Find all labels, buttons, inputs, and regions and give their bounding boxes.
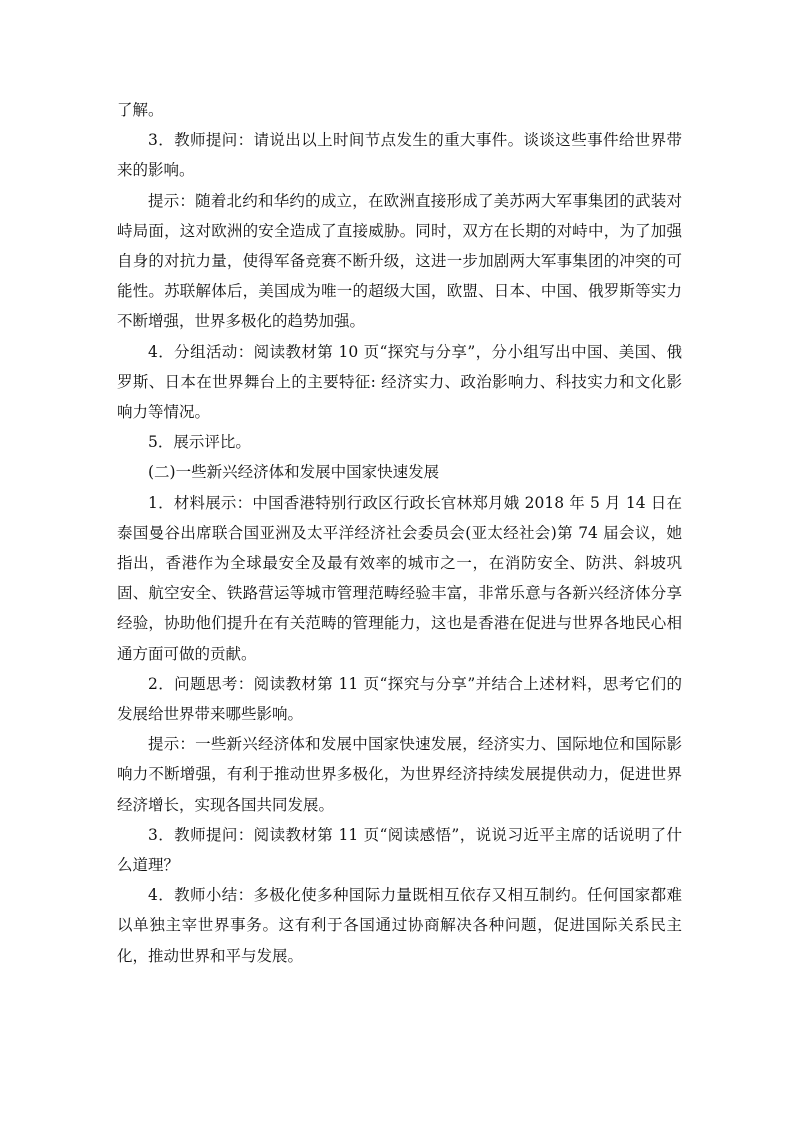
paragraph-question-2: 2．问题思考：阅读教材第 11 页“探究与分享”并结合上述材料，思考它们的发展给世界带来哪些影响。: [117, 674, 682, 724]
paragraph-display-5: 5．展示评比。: [148, 433, 251, 452]
document-page: [117, 95, 682, 971]
paragraph-group-activity-4: 4．分组活动：阅读教材第 10 页“探究与分享”，分小组写出中国、美国、俄罗斯、日本在世界舞台上的主要特征: 经济实力、政治影响力、科技实力和文化影响力等情况。: [117, 342, 682, 422]
paragraph-teacher-question-3: 3．教师提问：请说出以上时间节点发生的重大事件。谈谈这些事件给世界带来的影响。: [117, 131, 682, 180]
paragraph-hint-1: 提示：随着北约和华约的成立，在欧洲直接形成了美苏两大军事集团的武装对峙局面，这对欧洲的安全造成了直接威胁。同时，双方在长期的对峙中，为了加强自身的对抗力量，使得军备竞赛不断升级，这进一步加剧两大军事集团的冲突的可能性。苏联解体后，美国成为唯一的超级大国，欧盟、日本、中国、俄罗斯等实力不断增强，世界多极化的趋势加强。: [117, 191, 682, 331]
paragraph-teacher-summary-4: 4．教师小结：多极化使多种国际力量既相互依存又相互制约。任何国家都难以单独主宰世界事务。这有利于各国通过协商解决各种问题，促进国际关系民主化，推动世界和平与发展。: [117, 886, 682, 965]
paragraph-continuation: 了解。: [117, 101, 164, 119]
section-heading-2: (二)一些新兴经济体和发展中国家快速发展: [148, 463, 440, 482]
paragraph-material-1: 1．材料展示：中国香港特别行政区行政长官林郑月娥 2018 年 5 月 14 日在泰国曼谷出席联合国亚洲及太平洋经济社会委员会(亚太经社会)第 74 届会议，她指出，香港作为全球最安全及最有效率的城市之一，在消防安全、防洪、斜坡巩固、航空安全、铁路营运等城市管理范畴经验丰富，非常乐意与各新兴经济体分享经验，协助他们提升在有关范畴的管理能力，这也是香港在促进与世界各地民心相通方面可做的贡献。: [117, 493, 682, 663]
paragraph-hint-2: 提示：一些新兴经济体和发展中国家快速发展，经济实力、国际地位和国际影响力不断增强，有利于推动世界多极化，为世界经济持续发展提供动力，促进世界经济增长，实现各国共同发展。: [117, 735, 682, 814]
paragraph-teacher-question-3b: 3．教师提问：阅读教材第 11 页“阅读感悟”，说说习近平主席的话说明了什么道理？: [117, 825, 682, 875]
